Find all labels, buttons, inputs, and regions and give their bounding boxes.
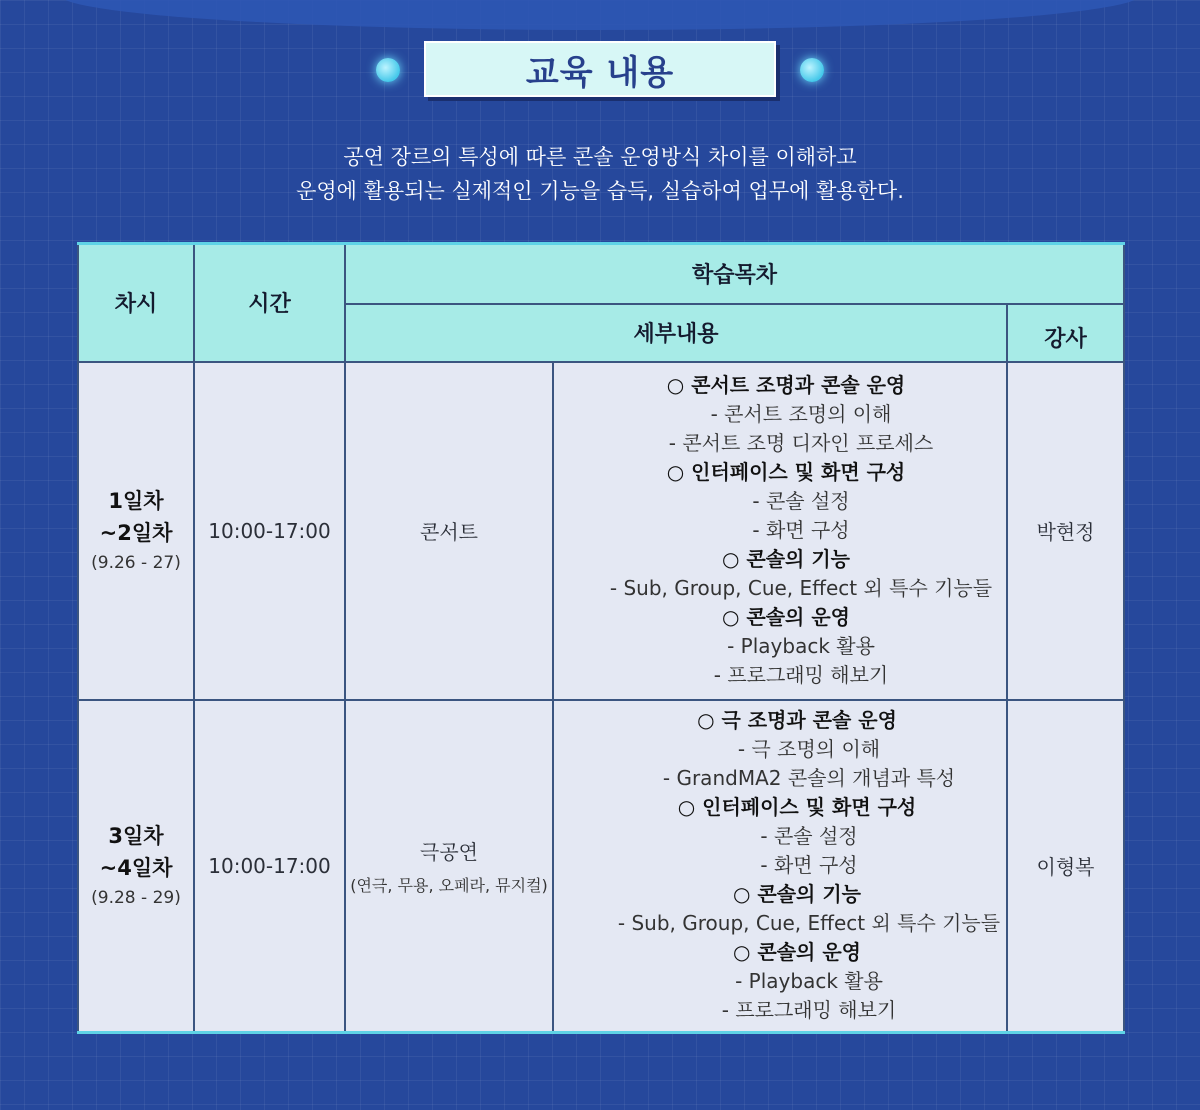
- instructor-cell: 박현정: [1007, 362, 1124, 700]
- detail-heading: ○ 인터페이스 및 화면 구성: [666, 460, 906, 484]
- topic-sublabel: (연극, 무용, 오페라, 뮤지컬): [350, 875, 548, 895]
- table-row: [78, 362, 1124, 700]
- instructor-cell: 이형복: [1007, 700, 1124, 1033]
- detail-item: - Playback 활용: [727, 634, 875, 658]
- detail-heading: ○ 콘솔의 운영: [733, 940, 861, 965]
- detail-item: - GrandMA2 콘솔의 개념과 특성: [662, 766, 956, 791]
- detail-item: - Playback 활용: [735, 969, 883, 994]
- decorative-dot-right: [800, 58, 824, 82]
- detail-item: - 콘솔 설정: [752, 489, 850, 513]
- header-curriculum: 학습목차: [345, 244, 1124, 304]
- detail-item: - 화면 구성: [752, 518, 850, 542]
- session-date: (9.26 - 27): [91, 552, 181, 573]
- detail-item: - 콘서트 조명 디자인 프로세스: [668, 431, 934, 455]
- session-label: 3일차: [108, 823, 164, 848]
- session-label: 1일차: [108, 488, 164, 513]
- header-instructor: [1007, 304, 1124, 362]
- topic-cell: [345, 362, 553, 700]
- detail-item: - 콘서트 조명의 이해: [710, 402, 892, 426]
- top-decoration: [60, 0, 1140, 30]
- detail-heading: ○ 인터페이스 및 화면 구성: [677, 795, 917, 820]
- detail-item: - 프로그래밍 해보기: [721, 998, 897, 1023]
- title-box: [424, 41, 776, 97]
- header-instructor-label: 강사: [1044, 327, 1087, 352]
- schedule-table: [77, 242, 1125, 1034]
- topic-label: 극공연: [420, 839, 478, 864]
- detail-item: - Sub, Group, Cue, Effect 외 특수 기능들: [617, 911, 1001, 936]
- topic-label: 콘서트: [420, 520, 478, 544]
- description-line: 운영에 활용되는 실제적인 기능을 습득, 실습하여 업무에 활용한다.: [296, 179, 904, 203]
- detail-item: - 콘솔 설정: [760, 824, 858, 849]
- detail-item: - 화면 구성: [760, 853, 858, 878]
- detail-item: - 프로그래밍 해보기: [713, 663, 889, 687]
- header-session: 차시: [78, 244, 194, 362]
- header-details: 세부내용: [345, 304, 1007, 362]
- topic-cell: [345, 700, 553, 1033]
- session-cell: [78, 700, 194, 1033]
- details-cell: [553, 700, 1007, 1033]
- detail-heading: ○ 콘솔의 기능: [733, 882, 861, 907]
- details-cell: [553, 362, 1007, 700]
- header-time: 시간: [194, 244, 345, 362]
- detail-item: - Sub, Group, Cue, Effect 외 특수 기능들: [609, 576, 993, 600]
- session-label: ~2일차: [99, 520, 173, 545]
- detail-heading: ○ 콘서트 조명과 콘솔 운영: [666, 373, 906, 397]
- detail-item: - 극 조명의 이해: [737, 737, 881, 762]
- detail-heading: ○ 콘솔의 운영: [722, 605, 850, 629]
- time-cell: 10:00-17:00: [194, 700, 345, 1033]
- table-row: [78, 700, 1124, 1033]
- time-cell: 10:00-17:00: [194, 362, 345, 700]
- detail-heading: ○ 콘솔의 기능: [722, 547, 850, 571]
- detail-heading: ○ 극 조명과 콘솔 운영: [697, 708, 897, 733]
- description: [0, 140, 1200, 208]
- decorative-dot-left: [376, 58, 400, 82]
- session-label: ~4일차: [99, 855, 173, 880]
- page-title: 교육 내용: [525, 52, 675, 93]
- title-banner: [0, 41, 1200, 99]
- description-line: 공연 장르의 특성에 따른 콘솔 운영방식 차이를 이해하고: [343, 145, 857, 169]
- session-cell: [78, 362, 194, 700]
- session-date: (9.28 - 29): [91, 887, 181, 908]
